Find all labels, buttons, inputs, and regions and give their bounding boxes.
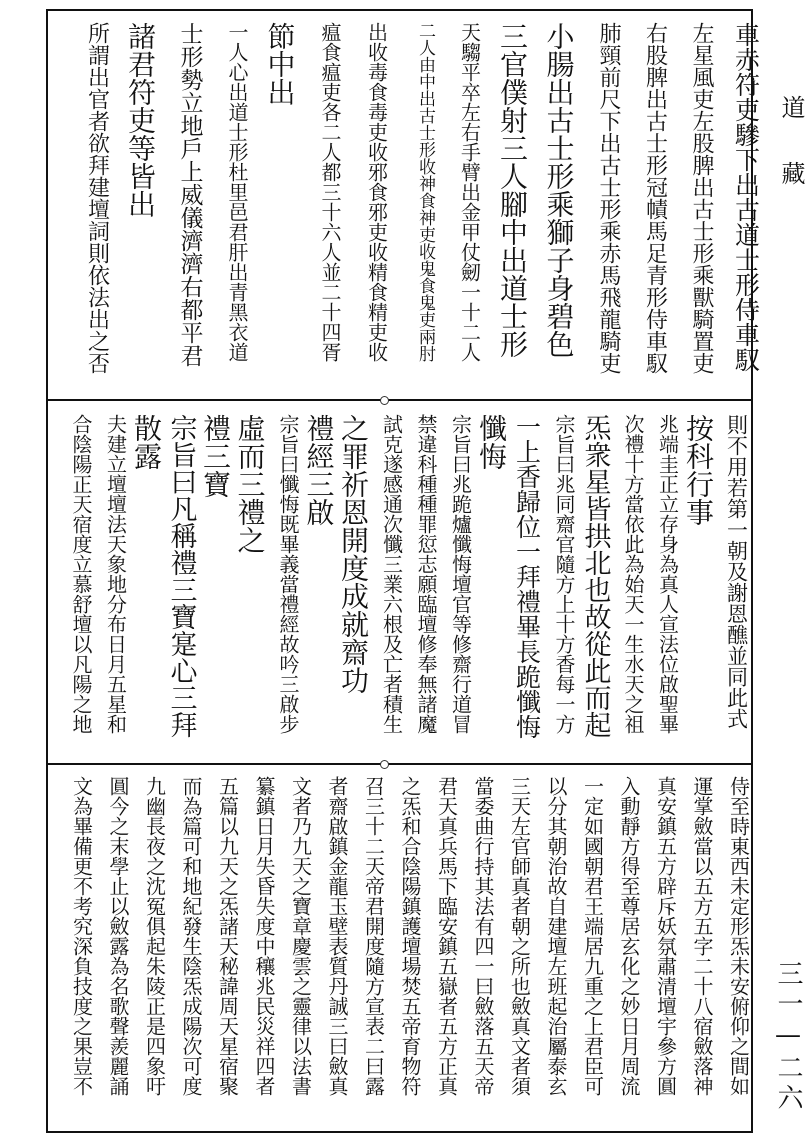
text-column: 瘟食瘟吏各二人都三十六人並二十四胥 xyxy=(318,22,342,362)
text-column: 一定如國朝君王端居九重之上君臣可 xyxy=(580,776,605,1096)
text-column: 五篇以九天之炁諸天秘諱周天星宿聚 xyxy=(215,776,240,1096)
text-column: 一上香歸位一拜禮畢長跪懺悔 xyxy=(512,414,542,739)
text-column: 君天真兵馬下臨安鎮五嶽者五方正真 xyxy=(434,776,459,1096)
text-column: 禮三寶 xyxy=(199,414,232,498)
text-column: 肺頸前尺下出古士形乘赤馬飛龍騎吏 xyxy=(596,22,621,374)
text-column: 九幽長夜之沈冤俱起朱陵正是四象吁 xyxy=(142,776,167,1096)
text-column: 散露 xyxy=(130,414,163,470)
margin-page-number: 三一—二六 xyxy=(773,960,803,1114)
text-column: 圓今之末學止以斂露為名歌聲羨麗誦 xyxy=(106,776,130,1096)
text-column: 三天左官師真者朝之所也斂真文者須 xyxy=(507,776,532,1096)
text-column: 士形勢立地戶上威儀濟濟右都平君 xyxy=(176,22,203,367)
text-column: 兆端圭正立存身為真人宣法位啟聖畢 xyxy=(655,414,680,734)
text-column: 懺悔 xyxy=(475,414,508,470)
text-column: 則不用若第一朝及謝恩醮並同此式 xyxy=(724,414,749,729)
text-column: 宗旨曰兆同齋官隨方上十方香每一方 xyxy=(552,414,576,734)
text-column: 真安鎮五方辟斥妖氛肅清壇宇參方圓 xyxy=(653,776,678,1096)
text-column: 纂鎮日月失昏失度中穰兆民災祥四者 xyxy=(252,776,276,1096)
text-column: 所謂出官者欲拜建壇詞則依法出之否 xyxy=(84,22,110,374)
divider-circle-marker xyxy=(380,760,389,769)
text-column: 宗旨曰凡稱禮三寶寔心三拜 xyxy=(165,414,197,738)
text-column: 夫建立壇壇法天象地分布日月五星和 xyxy=(103,414,128,734)
text-column: 次禮十方當依此為始天一生水天之祖 xyxy=(621,414,645,734)
text-column: 右股脾出古士形冠幘馬足青形侍車馭 xyxy=(642,22,668,374)
text-column: 節中出 xyxy=(263,22,297,106)
text-column: 合陰陽正天宿度立慕舒壇以凡陽之地 xyxy=(69,414,93,734)
text-column: 侍至時東西未定形炁未安俯仰之間如 xyxy=(726,776,751,1096)
text-column: 虛而三禮之 xyxy=(233,414,267,554)
divider-bottom xyxy=(46,763,753,765)
text-column: 文為畢備更不考究深負技度之果豈不 xyxy=(69,776,94,1096)
text-column: 小腸出古士形乘獅子身碧色 xyxy=(542,22,576,358)
text-column: 者齋啟鎮金龍玉壁表質丹誠三曰斂真 xyxy=(325,776,349,1096)
text-column: 宗旨曰兆跪爐懺悔壇官等修齋行道冒 xyxy=(448,414,473,734)
text-column: 以分其朝治故自建壇左班起治屬泰玄 xyxy=(544,776,568,1096)
text-column: 天騶平卒左右手臂出金甲仗劒一十二人 xyxy=(457,22,482,362)
text-column: 而為篇可和地紀發生陰炁成陽次可度 xyxy=(179,776,203,1096)
text-column: 試克遂感通次懺三業六根及亡者積生 xyxy=(379,414,404,734)
text-column: 車赤符吏驂下出古道士形侍車馭 xyxy=(731,22,761,372)
text-column: 運掌斂當以五方五字二十八宿斂落神 xyxy=(690,776,714,1096)
text-column: 禁違科種種罪愆志願臨壇修奉無諸魔 xyxy=(414,414,438,734)
text-column: 入動靜方得至尊居玄化之妙日月周流 xyxy=(617,776,641,1096)
margin-title: 道藏 xyxy=(777,95,805,227)
text-column: 一人心出道士形杜里邑君肝出青黑衣道 xyxy=(225,22,249,362)
divider-circle-marker xyxy=(380,396,389,405)
text-column: 之炁和合陰陽鎮護壇場焚五帝育物符 xyxy=(398,776,422,1096)
text-column: 按科行事 xyxy=(682,414,715,526)
text-column: 二人由中出古士形收神食神吏收鬼食鬼吏兩肘 xyxy=(415,22,435,362)
text-column: 文者乃九天之寶章慶雲之靈律以法書 xyxy=(288,776,313,1096)
text-column: 宗旨曰懺悔既畢義當禮經故吟三啟步 xyxy=(276,414,300,734)
text-column: 諸君符吏等皆出 xyxy=(124,22,157,218)
text-column: 炁衆星皆拱北也故從此而起 xyxy=(579,414,611,738)
text-column: 之罪祈恩開度成就齋功 xyxy=(337,414,370,694)
text-column: 當委曲行持其法有四一曰斂落五天帝 xyxy=(471,776,495,1096)
text-column: 三官僕射三人腳中出道士形 xyxy=(496,22,529,358)
text-column: 出收毒食毒吏收邪食邪吏收精食精吏收 xyxy=(364,22,389,362)
text-column: 禮經三啟 xyxy=(302,414,336,526)
text-column: 左星風吏左股脾出古士形乘獸騎置吏 xyxy=(689,22,714,374)
divider-top xyxy=(46,399,753,401)
text-column: 召三十二天帝君開度隨方宣表二曰露 xyxy=(361,776,386,1096)
